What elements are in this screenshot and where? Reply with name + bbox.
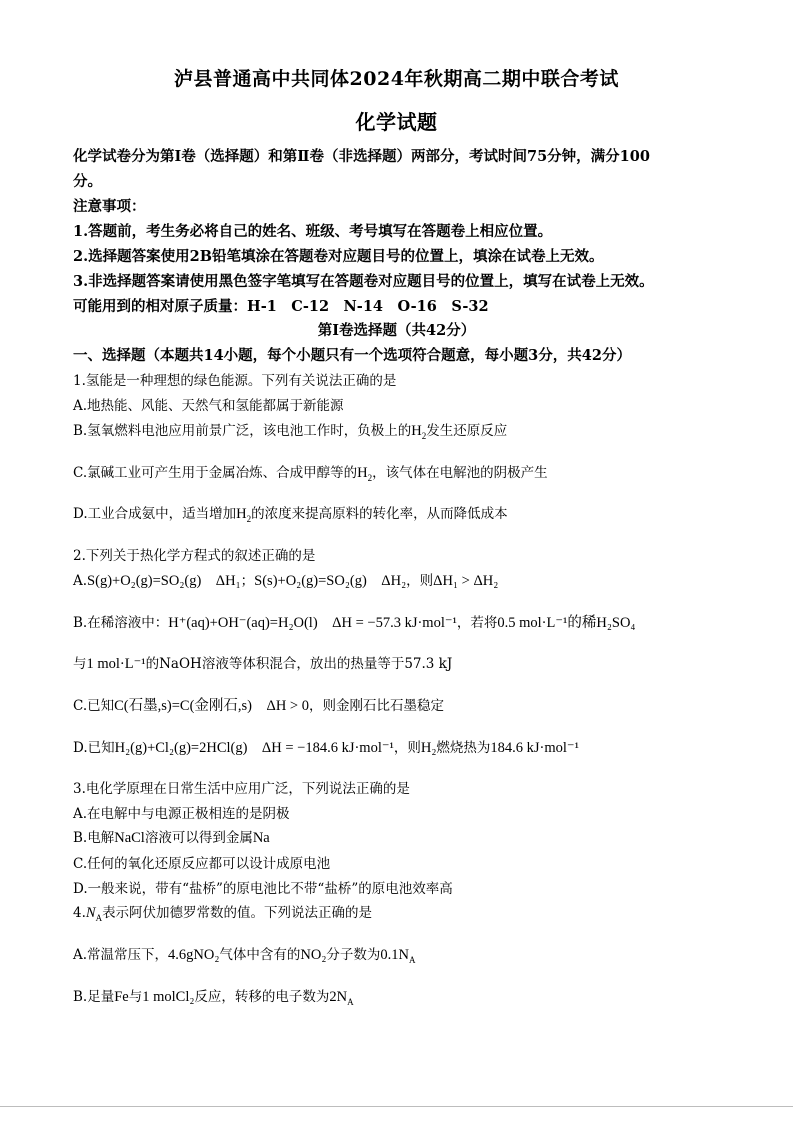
volume-title: 第Ⅰ卷选择题（共42分）: [317, 322, 476, 339]
q2-a-label: A.: [73, 573, 88, 589]
q4-b-value-sub: A: [347, 996, 354, 1007]
q2-a-separator: ；: [240, 573, 255, 589]
exam-subtitle: 化学试题: [355, 110, 438, 134]
note-1: 1.答题前，考生务必将自己的姓名、班级、考号填写在答题卷上相应位置。: [73, 223, 553, 240]
q3-b-metal: Na: [252, 830, 270, 846]
atomic-masses: 可能用到的相对原子质量：H-1 C-12 N-14 O-16 S-32: [73, 298, 489, 315]
q2-b-tail: 的稀H₂SO₄: [567, 615, 636, 631]
q4-b-value-main: 2N: [329, 989, 348, 1005]
q1-d-formula-sub: 2: [246, 513, 252, 524]
q4-b-text-2: 与: [128, 989, 143, 1005]
q4-b-value: [329, 989, 353, 1005]
q4-avogadro-symbol: [86, 905, 102, 921]
q4-avogadro-n: N: [85, 905, 96, 921]
q1-c-formula-el: H: [357, 465, 368, 481]
q1-b-formula-el: H: [411, 423, 422, 439]
q2-a-equation-2: S(s)+O₂(g)=SO₂(g) ΔH₂: [254, 573, 407, 589]
q1-d-formula-el: H: [236, 506, 247, 522]
q1-option-a: A.地热能、风能、天然气和氢能都属于新能源: [73, 398, 344, 414]
q2-b-mid: ，若将: [456, 615, 498, 631]
q1-b-formula: [411, 423, 426, 439]
q2-d-label: D.已知: [73, 740, 115, 756]
q2-a-tail: ，则: [406, 573, 434, 589]
q2-d-formula: H₂: [420, 740, 437, 756]
q2-c-label: C.已知: [73, 698, 115, 714]
q2-d-equation: H₂(g)+Cl₂(g)=2HCl(g) ΔH = −184.6 kJ·mol⁻¹: [114, 740, 394, 756]
q1-option-b: [73, 422, 723, 440]
q2-option-d: [73, 739, 723, 757]
section-heading: 一、选择题（本题共14小题，每个小题只有一个选项符合题意，每小题3分，共42分）: [73, 347, 631, 364]
q2-d-tail: 燃烧热为: [436, 740, 491, 756]
q2-a-equation-1: S(g)+O₂(g)=SO₂(g) ΔH₁: [87, 573, 241, 589]
page-bottom-rule: [0, 1106, 793, 1107]
q1-stem: 1.氢能是一种理想的绿色能源。下列有关说法正确的是: [73, 373, 397, 389]
q1-b-text-2: 发生还原反应: [426, 423, 508, 439]
q2-b-label: B.在稀溶液中：: [73, 615, 169, 631]
q4-a-formula: NO₂: [300, 947, 327, 963]
q2-stem: 2.下列关于热化学方程式的叙述正确的是: [73, 548, 316, 564]
q3-option-b: [73, 829, 723, 847]
q4-number: 4.: [73, 905, 86, 921]
q1-d-text-1: D.工业合成氨中，适当增加: [73, 506, 237, 522]
q4-a-value: [380, 947, 415, 963]
q4-a-text-3: 分子数为: [326, 947, 381, 963]
q3-option-d: D.一般来说，带有“盐桥”的原电池比不带“盐桥”的原电池效率高: [73, 881, 453, 897]
q2-b-equation: H⁺(aq)+OH⁻(aq)=H₂O(l) ΔH = −57.3 kJ·mol⁻¹: [168, 615, 457, 631]
q4-a-value-main: 0.1N: [380, 947, 410, 963]
q2-option-c: [73, 697, 723, 715]
q4-b-text-3: 反应，转移的电子数为: [194, 989, 330, 1005]
q4-b-chlorine: 1 molCl₂: [142, 989, 195, 1005]
q4-option-b: [73, 988, 723, 1006]
q2-b2-tail: 的NaOH溶液等体积混合，放出的热量等于57.3 kJ: [145, 656, 453, 672]
q2-option-a: [73, 572, 723, 590]
q2-b2-pre: 与: [73, 656, 87, 672]
q2-d-mid: ，则: [393, 740, 421, 756]
q1-option-c: [73, 464, 723, 482]
q1-option-d: [73, 505, 723, 523]
q2-b-concentration: 0.5 mol·L⁻¹: [497, 615, 568, 631]
q3-stem: 3.电化学原理在日常生活中应用广泛，下列说法正确的是: [73, 781, 410, 797]
q4-b-iron: Fe: [114, 989, 129, 1005]
q2-c-equation: C(石墨,s)=C(金刚石,s) ΔH > 0: [114, 698, 309, 714]
q4-a-value-sub: A: [409, 954, 416, 965]
q2-option-b-cont: [73, 655, 723, 673]
intro-line-2: 分。: [73, 173, 102, 190]
q4-a-text-2: 气体中含有的: [219, 947, 301, 963]
q4-a-mass: 4.6gNO₂: [168, 947, 220, 963]
q1-d-text-2: 的浓度来提高原料的转化率，从而降低成本: [251, 506, 508, 522]
q3-b-text-1: B.电解: [73, 830, 115, 846]
note-2: 2.选择题答案使用2B铅笔填涂在答题卷对应题目号的位置上，填涂在试卷上无效。: [73, 248, 604, 265]
q4-option-a: [73, 946, 723, 964]
q1-b-formula-sub: 2: [421, 430, 427, 441]
q3-option-c: C.任何的氧化还原反应都可以设计成原电池: [73, 856, 331, 872]
notes-heading: 注意事项：: [73, 198, 146, 215]
q3-b-text-2: 溶液可以得到金属: [144, 830, 253, 846]
q1-c-text-2: ，该气体在电解池的阴极产生: [372, 465, 548, 481]
q1-c-text-1: C.氯碱工业可产生用于金属冶炼、合成甲醇等的: [73, 465, 358, 481]
note-3: 3.非选择题答案请使用黑色签字笔填写在答题卷对应题目号的位置上，填写在试卷上无效。: [73, 273, 654, 290]
q2-option-b: [73, 614, 723, 632]
q3-b-formula: NaCl: [114, 830, 145, 846]
exam-title: 泸县普通高中共同体2024年秋期高二期中联合考试: [174, 68, 619, 90]
q2-d-value: 184.6 kJ·mol⁻¹: [490, 740, 579, 756]
q4-stem: [73, 904, 723, 922]
q2-b2-concentration: 1 mol·L⁻¹: [86, 656, 146, 672]
q4-stem-text: 表示阿伏加德罗常数的值。下列说法正确的是: [102, 905, 373, 921]
q1-b-text-1: B.氢氧燃料电池应用前景广泛，该电池工作时，负极上的: [73, 423, 412, 439]
q3-option-a: A.在电解中与电源正极相连的是阴极: [73, 806, 290, 822]
intro-line-1: 化学试卷分为第Ⅰ卷（选择题）和第Ⅱ卷（非选择题）两部分，考试时间75分钟，满分100: [73, 148, 650, 165]
q2-a-comparison: ΔH₁ > ΔH₂: [433, 573, 499, 589]
q4-avogadro-sub: A: [95, 912, 103, 923]
q2-c-tail: ，则金刚石比石墨稳定: [308, 698, 444, 714]
q1-c-formula: [357, 465, 372, 481]
q4-a-text-1: A.常温常压下，: [73, 947, 169, 963]
q1-d-formula: [236, 506, 251, 522]
q1-c-formula-sub: 2: [367, 472, 373, 483]
q4-b-text-1: B.足量: [73, 989, 115, 1005]
